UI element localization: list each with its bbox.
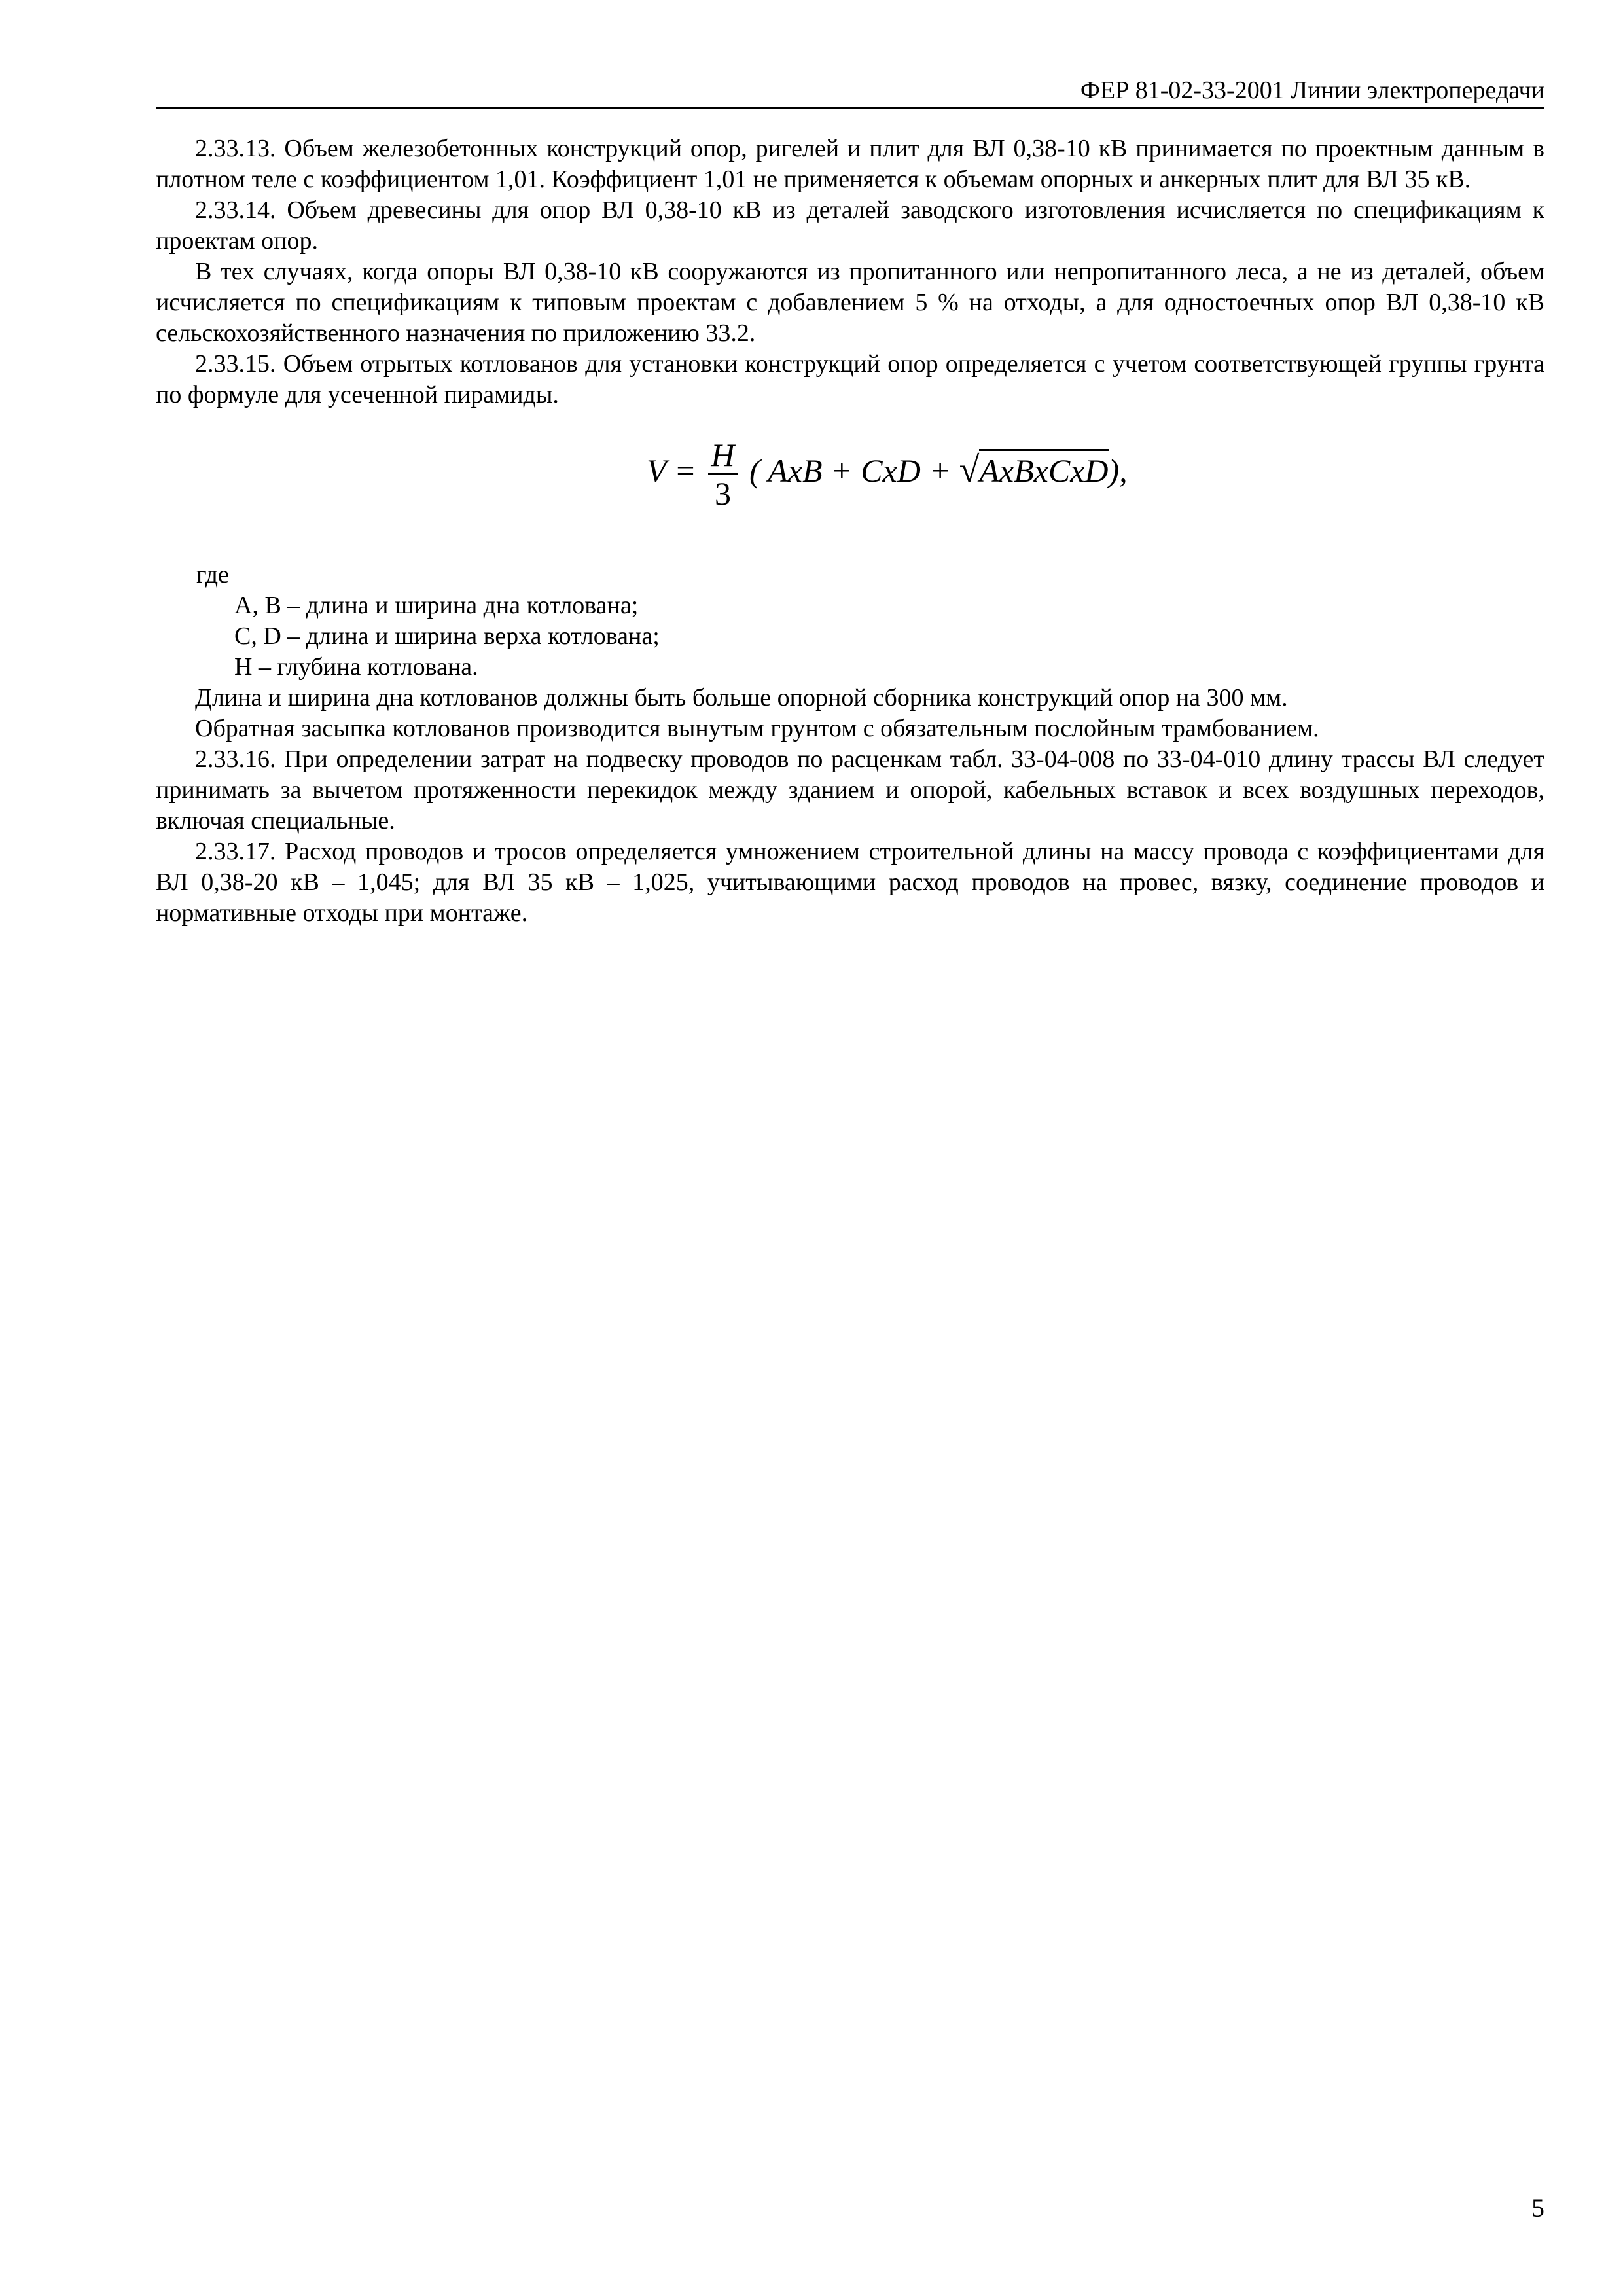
formula-radicand: AxBxCxD [979, 449, 1108, 489]
page-number: 5 [1531, 2193, 1544, 2223]
paragraph-2-33-14: 2.33.14. Объем древесины для опор ВЛ 0,38-10 кВ из деталей заводского изготовления исчисляется по спецификациям к проектам опор. [156, 196, 1544, 255]
formula-fraction [708, 437, 737, 512]
paragraph-2-33-16: 2.33.16. При определении затрат на подвеску проводов по расценкам табл. 33-04-008 по 33-04-010 длину трассы ВЛ следует принимать за вычетом протяженности перекидок между зданием и опорой, кабельных вставок и всех воздушных переходов, включая специальные. [156, 745, 1544, 834]
definition-h: H – глубина котлована. [234, 653, 478, 681]
formula-definitions [156, 590, 1544, 683]
formula-numerator: H [708, 437, 737, 475]
formula-block [156, 410, 1544, 560]
pyramid-volume-formula [647, 437, 1128, 512]
paragraph-2-33-13: 2.33.13. Объем железобетонных конструкций опор, ригелей и плит для ВЛ 0,38-10 кВ принимается по проектным данным в плотном теле с коэффициентом 1,01. Коэффициент 1,01 не применяется к объемам опорных и анкерных плит для ВЛ 35 кВ. [156, 135, 1544, 193]
paragraph-backfill: Обратная засыпка котлованов производится вынутым грунтом с обязательным послойным трамбованием. [195, 715, 1319, 742]
paragraph-2-33-15: 2.33.15. Объем отрытых котлованов для установки конструкций опор определяется с учетом соответствующей группы грунта по формуле для усеченной пирамиды. [156, 350, 1544, 408]
paragraph-pit-size: Длина и ширина дна котлованов должны быть больше опорной сборника конструкций опор на 300 мм. [195, 684, 1288, 711]
square-root-icon: √ [959, 449, 980, 490]
formula-lhs: V = [647, 452, 696, 489]
page-body [156, 134, 1544, 929]
formula-close-part: ), [1108, 452, 1128, 489]
paragraph-timber-supports: В тех случаях, когда опоры ВЛ 0,38-10 кВ сооружаются из пропитанного или непропитанного леса, а не из деталей, объем исчисляется по спецификациям к типовым проектам с добавлением 5 % на отходы, а для одностоечных опор ВЛ 0,38-10 кВ сельскохозяйственного назначения по приложению 33.2. [156, 258, 1544, 347]
definition-a-b: A, B – длина и ширина дна котлована; [234, 592, 639, 619]
paragraph-2-33-17: 2.33.17. Расход проводов и тросов определяется умножением строительной длины на массу провода с коэффициентами для ВЛ 0,38-20 кВ – 1,045; для ВЛ 35 кВ – 1,025, учитывающими расход проводов на провес, вязку, соединение проводов и нормативные отходы при монтаже. [156, 838, 1544, 927]
definition-c-d: C, D – длина и ширина верха котлована; [234, 622, 660, 650]
where-label: где [196, 561, 229, 588]
running-header [156, 73, 1544, 109]
formula-open-part: ( AxB + CxD + [749, 452, 952, 489]
running-header-title: ФЕР 81-02-33-2001 Линии электропередачи [1080, 77, 1544, 104]
formula-denominator: 3 [714, 475, 731, 512]
